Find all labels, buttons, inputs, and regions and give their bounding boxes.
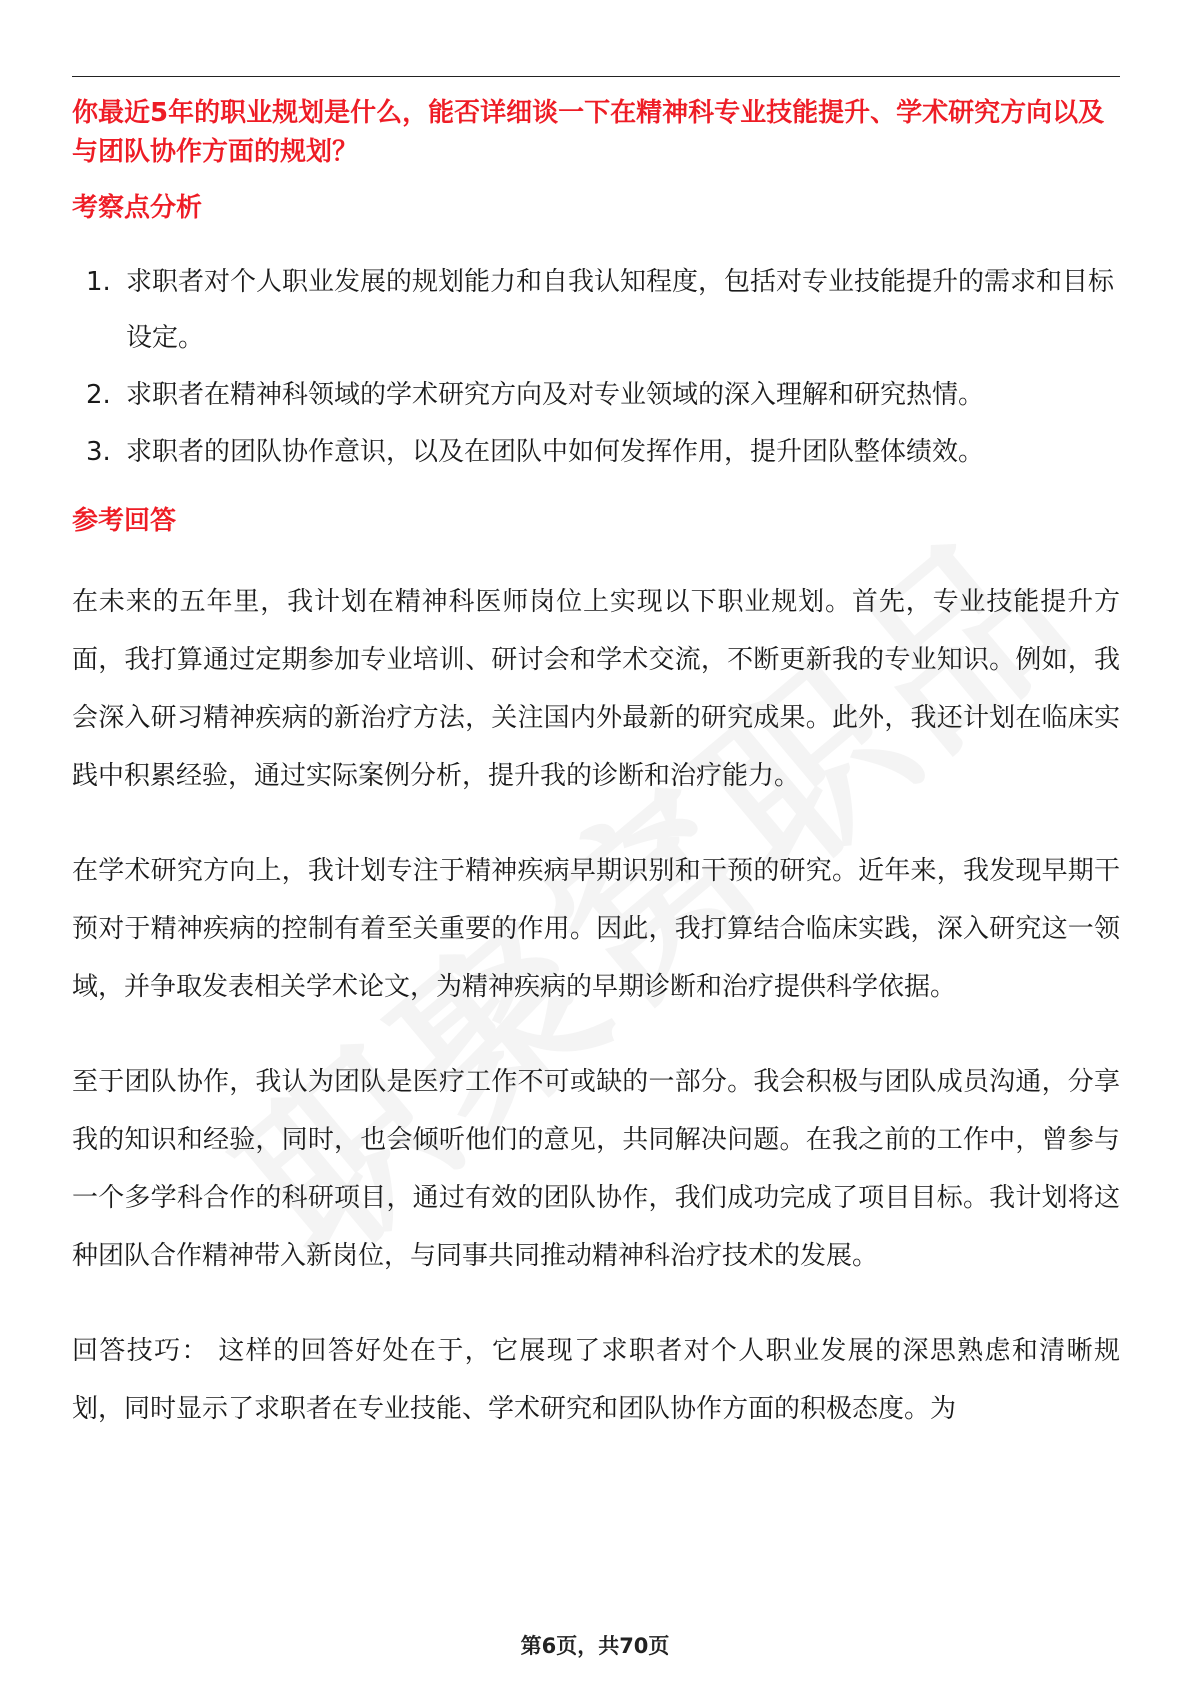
analysis-point-text: 求职者的团队协作意识，以及在团队中如何发挥作用，提升团队整体绩效。 [126, 437, 985, 467]
answer-paragraph: 在未来的五年里，我计划在精神科医师岗位上实现以下职业规划。首先，专业技能提升方面，我打算通过定期参加专业培训、研讨会和学术交流，不断更新我的专业知识。例如，我会深入研习精神疾病的新治疗方法，关注国内外最新的研究成果。此外，我还计划在临床实践中积累经验，通过实际案例分析，提升我的诊断和治疗能力。 [72, 587, 1120, 791]
answer-paragraph: 至于团队协作，我认为团队是医疗工作不可或缺的一部分。我会积极与团队成员沟通，分享我的知识和经验，同时，也会倾听他们的意见，共同解决问题。在我之前的工作中，曾参与一个多学科合作的科研项目，通过有效的团队协作，我们成功完成了项目目标。我计划将这种团队合作精神带入新岗位，与同事共同推动精神科治疗技术的发展。 [72, 1067, 1120, 1271]
analysis-points-list [72, 254, 1120, 480]
analysis-point [72, 254, 1120, 366]
analysis-point-number: 2. [86, 380, 111, 410]
answer-title: 参考回答 [72, 506, 177, 536]
answer-paragraph: 在学术研究方向上，我计划专注于精神疾病早期识别和干预的研究。近年来，我发现早期干预对于精神疾病的控制有着至关重要的作用。因此，我打算结合临床实践，深入研究这一领域，并争取发表相关学术论文，为精神疾病的早期诊断和治疗提供科学依据。 [72, 856, 1120, 1002]
page-content [72, 94, 1120, 1475]
page-number-footer: 第6页，共70页 [520, 1634, 670, 1658]
analysis-point-number: 3. [86, 437, 111, 467]
answer-tips-paragraph: 回答技巧： 这样的回答好处在于，它展现了求职者对个人职业发展的深思熟虑和清晰规划，同时显示了求职者在专业技能、学术研究和团队协作方面的积极态度。为 [72, 1336, 1120, 1424]
analysis-point [72, 424, 1120, 480]
analysis-title: 考察点分析 [72, 193, 203, 223]
analysis-point [72, 367, 1120, 423]
top-divider [72, 76, 1120, 77]
analysis-point-number: 1. [86, 267, 111, 297]
analysis-point-text: 求职者在精神科领域的学术研究方向及对专业领域的深入理解和研究热情。 [126, 380, 985, 410]
question-heading: 你最近5年的职业规划是什么，能否详细谈一下在精神科专业技能提升、学术研究方向以及与团队协作方面的规划？ [72, 98, 1105, 167]
analysis-point-text: 求职者对个人职业发展的规划能力和自我认知程度，包括对专业技能提升的需求和目标设定。 [126, 267, 1115, 353]
